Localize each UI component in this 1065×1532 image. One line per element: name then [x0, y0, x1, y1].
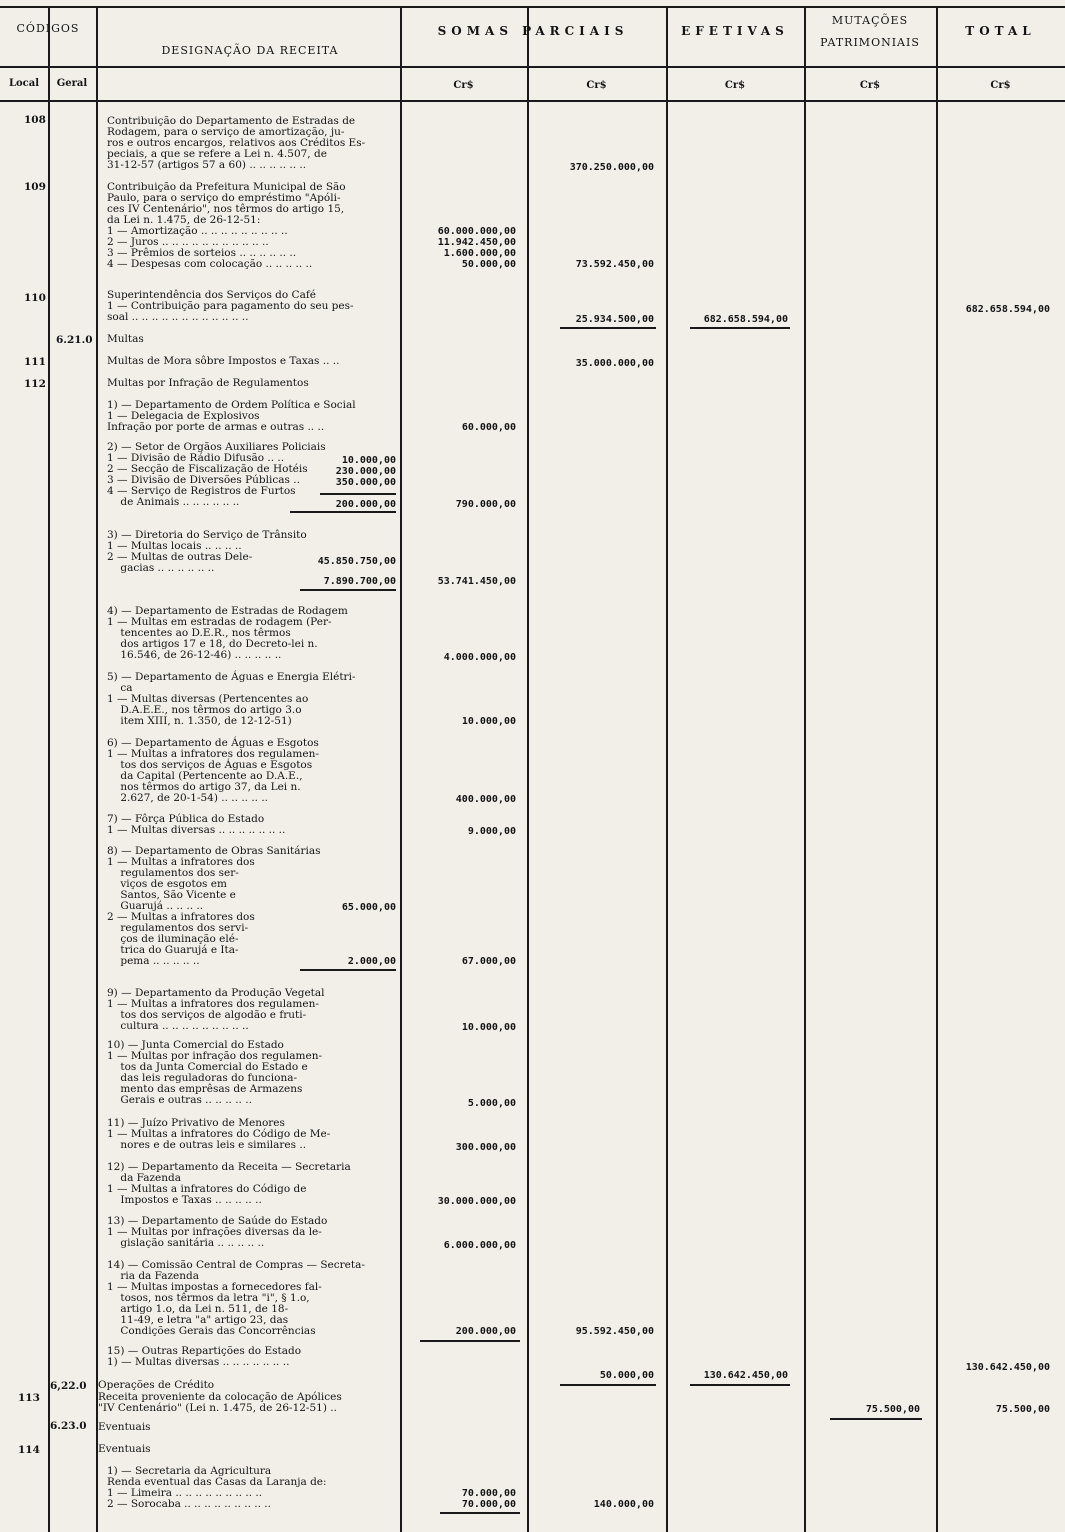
- amount-112-5: 10.000,00: [461, 716, 516, 727]
- text-112-14: 14) — Comissão Central de Compras — Secreta- ria da Fazenda 1 — Multas impostas a fornecedores fal- tosos, nos têrmos da letra "i", § 1.o, artigo 1.o, da Lei n. 511, de 18- 11-49, e letra "a" artigo 23, das Condições Gerais das Concorrências: [107, 1259, 365, 1337]
- amount-112-4: 4.000.000,00: [443, 652, 516, 663]
- underline-112-2: [320, 493, 396, 495]
- amount-112-3t: 53.741.450,00: [437, 576, 516, 587]
- amount-112-12: 30.000.000,00: [437, 1196, 516, 1207]
- amount-111: 35.000.000,00: [575, 358, 654, 369]
- underline-efetivas-2: [690, 1384, 790, 1386]
- header-mutacoes-1: MUTAÇÕES: [831, 14, 909, 27]
- amount-112-1: 60.000,00: [461, 422, 516, 433]
- header-rule-bottom: [0, 100, 1065, 102]
- underline-112-14: [420, 1340, 520, 1342]
- amount-108: 370.250.000,00: [569, 162, 654, 173]
- text-113: Receita proveniente da colocação de Apólices "IV Centenário" (Lei n. 1.475, de 26-12-51) ..: [98, 1391, 342, 1414]
- text-eventuais-local: Eventuais: [98, 1443, 151, 1455]
- header-rule: [0, 66, 1065, 68]
- underline-112-8: [300, 969, 396, 971]
- col-rule-geral: [96, 8, 98, 1532]
- text-109: Contribuição da Prefeitura Municipal de São Paulo, para o serviço do empréstimo "Apóli- ces IV Centenário", nos têrmos do artigo 15, da Lei n. 1.475, de 26-12-51: 1 — Amortização .. .. .. .. .. .. .. .. .. 2 — Juros .. .. .. .. .. .. .. .. .. .. .. 3 — Prêmios de sorteios .. .. .. .. .. .. 4 — Despesas com colocação .. .. .. .. ..: [107, 181, 346, 270]
- text-112-5: 5) — Departamento de Águas e Energia Elétri- ca 1 — Multas diversas (Pertencentes ao D.A.E.E., nos têrmos do artigo 3.o item XIII, n. 1.350, de 12-12-51): [107, 671, 356, 727]
- underline-114: [440, 1512, 520, 1514]
- text-112-11: 11) — Juízo Privativo de Menores 1 — Multas a infratores do Código de Me- nores e de outras leis e similares ..: [107, 1117, 331, 1151]
- code-6210: 6.21.0: [56, 334, 93, 346]
- amount-112-sum: 95.592.450,00: [575, 1326, 654, 1337]
- code-6220: 6,22.0: [50, 1380, 87, 1392]
- amount-112-6: 400.000,00: [455, 794, 516, 805]
- text-112-7: 7) — Fôrça Pública do Estado 1 — Multas diversas .. .. .. .. .. .. ..: [107, 813, 286, 836]
- text-108: Contribuição do Departamento de Estradas de Rodagem, para o serviço de amortização, ju- ros e outros encargos, relativos aos Créditos Es- peciais, a que se refere a Lei n. 4.507, de 31-12-57 (artigos 57 a 60) .. .. .. .. .. ..: [107, 115, 366, 171]
- text-eventuais-geral: Eventuais: [98, 1421, 151, 1433]
- amount-112-11: 300.000,00: [455, 1142, 516, 1153]
- underline-efetivas-1: [690, 327, 790, 329]
- amount-112-3b: 7.890.700,00: [323, 576, 396, 587]
- code-109: 109: [24, 181, 46, 193]
- amount-112-15: 50.000,00: [599, 1370, 654, 1381]
- amount-110: 25.934.500,00: [575, 314, 654, 325]
- code-108: 108: [24, 114, 46, 126]
- amount-110-efetivas: 682.658.594,00: [703, 314, 788, 325]
- text-112-3: 3) — Diretoria do Serviço de Trânsito 1 — Multas locais .. .. .. .. 2 — Multas de outras Dele- gacias .. .. .. .. .. ..: [107, 529, 307, 574]
- amount-112-8b: 2.000,00: [347, 956, 396, 967]
- text-multas: Multas: [107, 333, 144, 345]
- code-112: 112: [24, 378, 46, 390]
- text-110: Superintendência dos Serviços do Café 1 — Contribuição para pagamento do seu pes- soal .. .. .. .. .. .. .. .. .. .. .. ..: [107, 289, 354, 323]
- amount-114-2: 70.000,00: [461, 1499, 516, 1510]
- underline-110: [560, 327, 656, 329]
- header-efetivas: EFETIVAS: [681, 24, 789, 38]
- amount-114-total: 140.000,00: [593, 1499, 654, 1510]
- col-rule-efetivas: [804, 8, 806, 1532]
- code-114: 114: [18, 1444, 40, 1456]
- header-mutacoes-2: PATRIMONIAIS: [820, 36, 920, 49]
- underline-mutacoes: [830, 1418, 922, 1420]
- header-codigos: CÓDIGOS: [16, 22, 80, 35]
- amount-109-4: 50.000,00: [461, 259, 516, 270]
- amount-113-mutacoes: 75.500,00: [865, 1404, 920, 1415]
- code-113: 113: [18, 1392, 40, 1404]
- amount-109-1: 60.000.000,00: [437, 226, 516, 237]
- amount-112-2c: 350.000,00: [335, 477, 396, 488]
- text-112-10: 10) — Junta Comercial do Estado 1 — Multas por infração dos regulamen- tos da Junta Comercial do Estado e das leis reguladoras do funciona- mento das emprêsas de Armazens Gerais e outras .. .. .. .. ..: [107, 1039, 323, 1106]
- amount-112-2t: 790.000,00: [455, 499, 516, 510]
- amount-109-3: 1.600.000,00: [443, 248, 516, 259]
- text-112-13: 13) — Departamento de Saúde do Estado 1 — Multas por infrações diversas da le- gislação sanitária .. .. .. .. ..: [107, 1215, 328, 1249]
- col-rule-somas2: [666, 8, 668, 1532]
- text-111: Multas de Mora sôbre Impostos e Taxas .. ..: [107, 355, 340, 367]
- code-111: 111: [24, 356, 46, 368]
- text-114: 1) — Secretaria da Agricultura Renda eventual das Casas da Laranja de: 1 — Limeira .. .. .. .. .. .. .. .. .. 2 — Sorocaba .. .. .. .. .. .. .. .. ..: [107, 1465, 327, 1510]
- header-total: TOTAL: [965, 24, 1036, 38]
- underline-112-2d: [290, 511, 396, 513]
- text-112-1: 1) — Departamento de Ordem Política e Social 1 — Delegacia de Explosivos Infração por porte de armas e outras .. ..: [107, 399, 356, 433]
- amount-114-1: 70.000,00: [461, 1488, 516, 1499]
- amount-total-2: 130.642.450,00: [965, 1362, 1050, 1373]
- amount-total-3: 75.500,00: [995, 1404, 1050, 1415]
- amount-112-10: 5.000,00: [467, 1098, 516, 1109]
- header-currency-somas1: Cr$: [453, 80, 474, 91]
- code-6230: 6.23.0: [50, 1420, 87, 1432]
- amount-112-2a: 10.000,00: [341, 455, 396, 466]
- col-rule-mutacoes: [936, 8, 938, 1532]
- amount-112-2b: 230.000,00: [335, 466, 396, 477]
- header-currency-total: Cr$: [990, 80, 1011, 91]
- amount-112-13: 6.000.000,00: [443, 1240, 516, 1251]
- header-designacao: DESIGNAÇÃO DA RECEITA: [161, 44, 339, 57]
- text-112-8: 8) — Departamento de Obras Sanitárias 1 — Multas a infratores dos regulamentos dos ser- viços de esgotos em Santos, São Vicente e Guarujá .. .. .. .. 2 — Multas a infratores dos regulamentos dos servi- ços de iluminação elé- trica do Guarujá e Ita- pema .. .. .. .. ..: [107, 845, 321, 967]
- underline-112-15: [560, 1384, 656, 1386]
- amount-112-7: 9.000,00: [467, 826, 516, 837]
- text-112-4: 4) — Departamento de Estradas de Rodagem 1 — Multas em estradas de rodagem (Per- tencentes ao D.E.R., nos têrmos dos artigos 17 e 18, do Decreto-lei n. 16.546, de 26-12-46) .. .. .. .. ..: [107, 605, 348, 661]
- amount-112-14: 200.000,00: [455, 1326, 516, 1337]
- amount-112-8t: 67.000,00: [461, 956, 516, 967]
- text-112-15: 15) — Outras Repartições do Estado 1) — Multas diversas .. .. .. .. .. .. ..: [107, 1345, 302, 1368]
- amount-total-1: 682.658.594,00: [965, 304, 1050, 315]
- text-112-6: 6) — Departamento de Águas e Esgotos 1 — Multas a infratores dos regulamen- tos dos serviços de Águas e Esgotos da Capital (Pertencente ao D.A.E., nos têrmos do artigo 37, da Lei n. 2.627, de 20-1-54) .. .. .. .. ..: [107, 737, 319, 804]
- amount-109-2: 11.942.450,00: [437, 237, 516, 248]
- text-112-2: 2) — Setor de Orgãos Auxiliares Policiais 1 — Divisão de Rádio Difusão .. .. 2 — Secção de Fiscalização de Hotéis 3 — Divisão de Diversões Públicas .. 4 — Serviço de Registros de Furtos de Animais .. .. .. .. .. ..: [107, 441, 326, 508]
- amount-112-9: 10.000,00: [461, 1022, 516, 1033]
- col-rule-local: [48, 8, 50, 1532]
- col-rule-designacao: [400, 8, 402, 1532]
- header-local: Local: [8, 78, 40, 89]
- header-currency-mutacoes: Cr$: [859, 80, 881, 91]
- header-currency-somas2: Cr$: [586, 80, 607, 91]
- header-geral: Geral: [56, 78, 88, 89]
- amount-109-total: 73.592.450,00: [575, 259, 654, 270]
- header-currency-efetivas: Cr$: [724, 80, 746, 91]
- code-110: 110: [24, 292, 46, 304]
- amount-efetivas-2: 130.642.450,00: [703, 1370, 788, 1381]
- text-112-12: 12) — Departamento da Receita — Secretaria da Fazenda 1 — Multas a infratores do Código de Impostos e Taxas .. .. .. .. ..: [107, 1161, 351, 1206]
- text-112-9: 9) — Departamento da Produção Vegetal 1 — Multas a infratores dos regulamen- tos dos serviços de algodão e fruti- cultura .. .. .. .. .. .. .. .. ..: [107, 987, 325, 1032]
- amount-112-3a: 45.850.750,00: [317, 556, 396, 567]
- underline-112-3: [300, 589, 396, 591]
- top-border: [0, 6, 1065, 8]
- text-operacoes-credito: Operações de Crédito: [98, 1379, 215, 1391]
- text-112: Multas por Infração de Regulamentos: [107, 377, 309, 389]
- header-somas-parciais: SOMAS PARCIAIS: [437, 24, 629, 38]
- col-rule-somas: [527, 8, 529, 1532]
- amount-112-8a: 65.000,00: [341, 902, 396, 913]
- amount-112-2d: 200.000,00: [335, 499, 396, 510]
